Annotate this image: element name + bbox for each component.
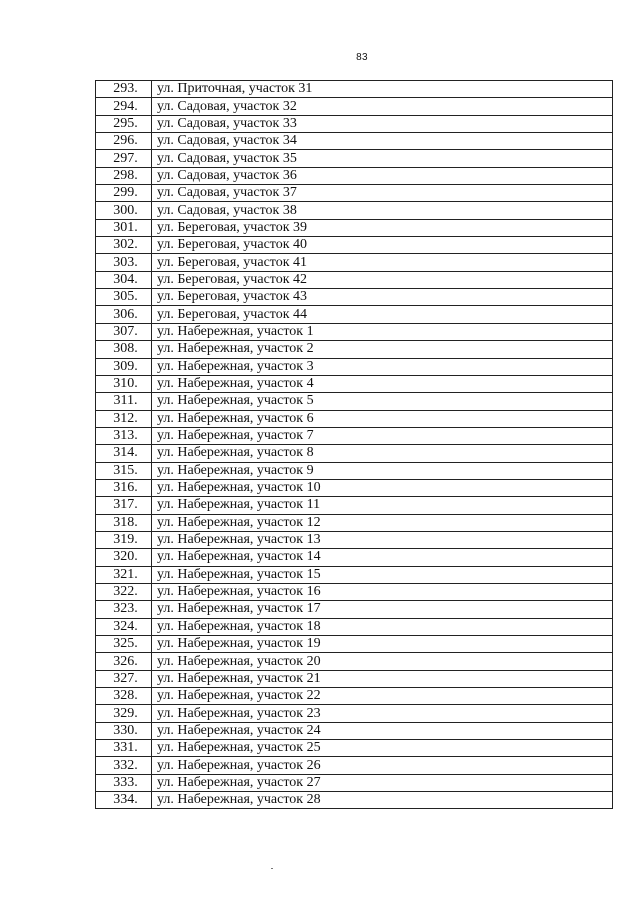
table-row xyxy=(96,185,613,202)
plot-address: ул. Набережная, участок 21 xyxy=(152,670,613,687)
table-row xyxy=(96,670,613,687)
table-row xyxy=(96,757,613,774)
table-row xyxy=(96,289,613,306)
table-row xyxy=(96,549,613,566)
row-number: 317. xyxy=(96,497,152,514)
row-number: 305. xyxy=(96,289,152,306)
table-row xyxy=(96,497,613,514)
row-number: 330. xyxy=(96,722,152,739)
table-row xyxy=(96,98,613,115)
row-number: 304. xyxy=(96,271,152,288)
row-number: 294. xyxy=(96,98,152,115)
table-row xyxy=(96,531,613,548)
table-row xyxy=(96,306,613,323)
row-number: 308. xyxy=(96,341,152,358)
row-number: 301. xyxy=(96,219,152,236)
table-row xyxy=(96,427,613,444)
plot-address: ул. Набережная, участок 1 xyxy=(152,323,613,340)
plot-address: ул. Набережная, участок 19 xyxy=(152,636,613,653)
table-row xyxy=(96,462,613,479)
table-row xyxy=(96,618,613,635)
plot-address: ул. Набережная, участок 14 xyxy=(152,549,613,566)
plot-address: ул. Набережная, участок 15 xyxy=(152,566,613,583)
table-row xyxy=(96,358,613,375)
row-number: 316. xyxy=(96,479,152,496)
table-row xyxy=(96,410,613,427)
plot-address: ул. Набережная, участок 26 xyxy=(152,757,613,774)
row-number: 326. xyxy=(96,653,152,670)
plot-address: ул. Набережная, участок 17 xyxy=(152,601,613,618)
plot-address: ул. Береговая, участок 40 xyxy=(152,237,613,254)
row-number: 300. xyxy=(96,202,152,219)
plot-address: ул. Садовая, участок 34 xyxy=(152,133,613,150)
table-row xyxy=(96,393,613,410)
plot-address: ул. Набережная, участок 27 xyxy=(152,774,613,791)
plots-table-body xyxy=(96,81,613,809)
table-row xyxy=(96,254,613,271)
table-row xyxy=(96,133,613,150)
plot-address: ул. Набережная, участок 11 xyxy=(152,497,613,514)
plot-address: ул. Садовая, участок 35 xyxy=(152,150,613,167)
row-number: 303. xyxy=(96,254,152,271)
table-row xyxy=(96,341,613,358)
table-row xyxy=(96,271,613,288)
table-row xyxy=(96,722,613,739)
row-number: 325. xyxy=(96,636,152,653)
row-number: 307. xyxy=(96,323,152,340)
table-row xyxy=(96,323,613,340)
row-number: 324. xyxy=(96,618,152,635)
plot-address: ул. Набережная, участок 6 xyxy=(152,410,613,427)
table-row xyxy=(96,479,613,496)
table-row xyxy=(96,81,613,98)
row-number: 323. xyxy=(96,601,152,618)
row-number: 295. xyxy=(96,115,152,132)
plot-address: ул. Набережная, участок 12 xyxy=(152,514,613,531)
row-number: 333. xyxy=(96,774,152,791)
plot-address: ул. Набережная, участок 2 xyxy=(152,341,613,358)
plot-address: ул. Набережная, участок 25 xyxy=(152,740,613,757)
table-row xyxy=(96,514,613,531)
table-row xyxy=(96,583,613,600)
row-number: 315. xyxy=(96,462,152,479)
row-number: 328. xyxy=(96,688,152,705)
row-number: 297. xyxy=(96,150,152,167)
table-row xyxy=(96,774,613,791)
row-number: 321. xyxy=(96,566,152,583)
table-row xyxy=(96,688,613,705)
row-number: 319. xyxy=(96,531,152,548)
plot-address: ул. Набережная, участок 20 xyxy=(152,653,613,670)
plot-address: ул. Набережная, участок 8 xyxy=(152,445,613,462)
table-row xyxy=(96,115,613,132)
row-number: 299. xyxy=(96,185,152,202)
plot-address: ул. Садовая, участок 33 xyxy=(152,115,613,132)
table-row xyxy=(96,792,613,809)
plot-address: ул. Набережная, участок 13 xyxy=(152,531,613,548)
row-number: 332. xyxy=(96,757,152,774)
scan-speck xyxy=(271,868,273,869)
plot-address: ул. Набережная, участок 22 xyxy=(152,688,613,705)
page-number: 83 xyxy=(356,52,368,63)
row-number: 311. xyxy=(96,393,152,410)
plot-address: ул. Садовая, участок 32 xyxy=(152,98,613,115)
plot-address: ул. Набережная, участок 4 xyxy=(152,375,613,392)
table-row xyxy=(96,636,613,653)
row-number: 318. xyxy=(96,514,152,531)
table-row xyxy=(96,375,613,392)
plot-address: ул. Набережная, участок 3 xyxy=(152,358,613,375)
row-number: 314. xyxy=(96,445,152,462)
row-number: 331. xyxy=(96,740,152,757)
table-row xyxy=(96,237,613,254)
row-number: 312. xyxy=(96,410,152,427)
table-row xyxy=(96,445,613,462)
plot-address: ул. Набережная, участок 5 xyxy=(152,393,613,410)
plot-address: ул. Береговая, участок 39 xyxy=(152,219,613,236)
row-number: 329. xyxy=(96,705,152,722)
plot-address: ул. Набережная, участок 18 xyxy=(152,618,613,635)
plot-address: ул. Садовая, участок 36 xyxy=(152,167,613,184)
table-row xyxy=(96,150,613,167)
plot-address: ул. Садовая, участок 37 xyxy=(152,185,613,202)
plot-address: ул. Набережная, участок 7 xyxy=(152,427,613,444)
row-number: 293. xyxy=(96,81,152,98)
table-row xyxy=(96,202,613,219)
plot-address: ул. Набережная, участок 10 xyxy=(152,479,613,496)
plot-address: ул. Береговая, участок 44 xyxy=(152,306,613,323)
row-number: 334. xyxy=(96,792,152,809)
table-row xyxy=(96,653,613,670)
table-row xyxy=(96,601,613,618)
row-number: 302. xyxy=(96,237,152,254)
plot-address: ул. Набережная, участок 9 xyxy=(152,462,613,479)
plot-address: ул. Набережная, участок 16 xyxy=(152,583,613,600)
plot-address: ул. Береговая, участок 41 xyxy=(152,254,613,271)
table-row xyxy=(96,167,613,184)
plot-address: ул. Береговая, участок 42 xyxy=(152,271,613,288)
row-number: 313. xyxy=(96,427,152,444)
plot-address: ул. Садовая, участок 38 xyxy=(152,202,613,219)
plots-table xyxy=(95,80,613,809)
table-row xyxy=(96,219,613,236)
plot-address: ул. Набережная, участок 24 xyxy=(152,722,613,739)
row-number: 310. xyxy=(96,375,152,392)
plot-address: ул. Набережная, участок 23 xyxy=(152,705,613,722)
row-number: 320. xyxy=(96,549,152,566)
row-number: 298. xyxy=(96,167,152,184)
table-row xyxy=(96,740,613,757)
plot-address: ул. Приточная, участок 31 xyxy=(152,81,613,98)
row-number: 296. xyxy=(96,133,152,150)
row-number: 327. xyxy=(96,670,152,687)
row-number: 322. xyxy=(96,583,152,600)
table-row xyxy=(96,705,613,722)
table-row xyxy=(96,566,613,583)
row-number: 306. xyxy=(96,306,152,323)
plot-address: ул. Береговая, участок 43 xyxy=(152,289,613,306)
plot-address: ул. Набережная, участок 28 xyxy=(152,792,613,809)
row-number: 309. xyxy=(96,358,152,375)
